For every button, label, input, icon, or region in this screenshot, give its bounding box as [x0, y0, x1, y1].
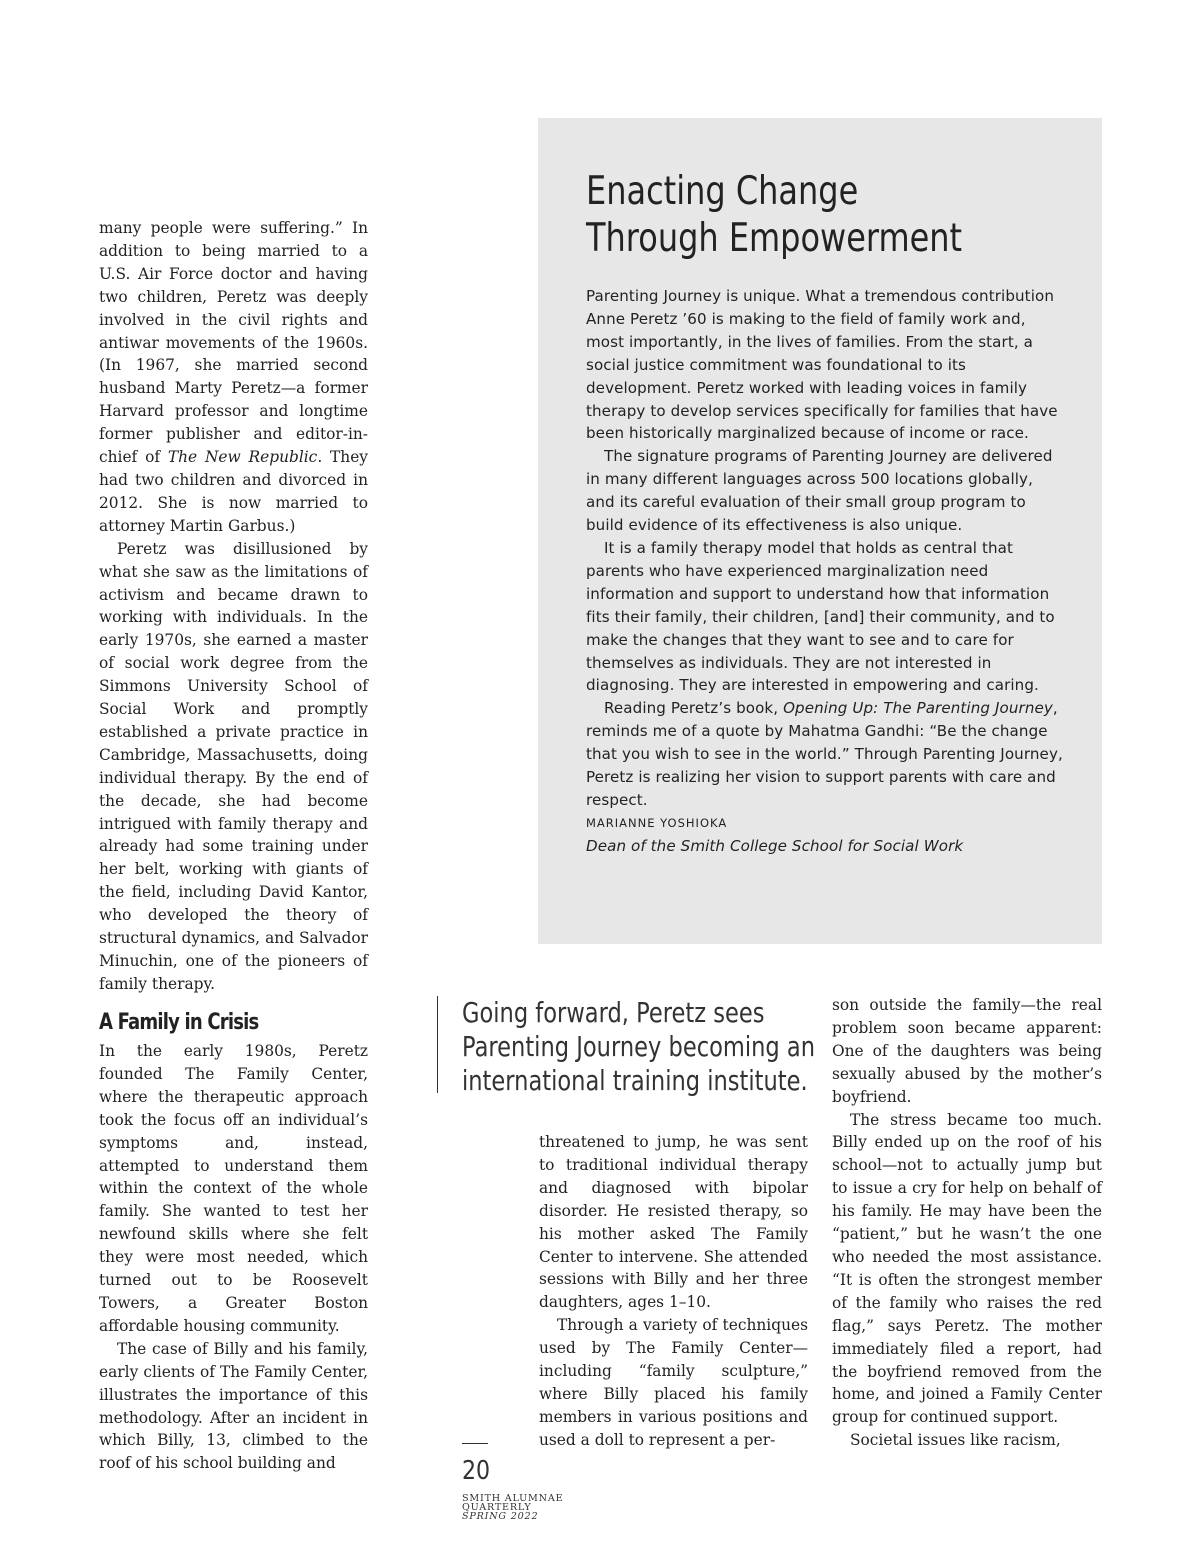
publication-name-line-2: QUARTERLY [462, 1502, 532, 1513]
section-subhead: A Family in Crisis [99, 1010, 259, 1035]
sidebar-box [538, 118, 1102, 944]
publication-footer [462, 1494, 563, 1521]
middle-column [539, 1131, 808, 1452]
page-number: 20 [462, 1456, 491, 1486]
publication-title: The New Republic [167, 448, 318, 467]
sidebar-paragraph-2: The signature programs of Parenting Journey are delivered in many different languages across 500 locations globally, and its careful evaluation of their small group program to build evidence of its effectiveness is also unique. [586, 447, 1053, 535]
sidebar-paragraph-4: Reading Peretz’s book, Opening Up: The Parenting Journey, reminds me of a quote by Mahatma Gandhi: “Be the change that you wish to see in the world.” Through Parenting Journey, Peretz is realizing her vision to support parents with care and respect. [586, 699, 1063, 809]
publication-name-line-1: SMITH ALUMNAE [462, 1493, 564, 1504]
right-paragraph-3: Societal issues like racism, [850, 1431, 1061, 1450]
sidebar-paragraph-1: Parenting Journey is unique. What a tremendous contribution Anne Peretz ’60 is making to the field of family work and, most importantly, in the lives of families. From the start, a social justice commitment was foundational to its development. Peretz worked with leading voices in family therapy to develop services specifically for families that have been historically marginalized because of income or race. [586, 287, 1058, 443]
middle-paragraph-2: Through a variety of techniques used by The Family Center—including “family sculpture,” where Billy placed his family members in various positions and used a doll to represent a per- [539, 1316, 808, 1449]
sidebar-author-title: Dean of the Smith College School for Social Work [586, 836, 964, 855]
book-title: Opening Up: The Parenting Journey [783, 699, 1053, 718]
right-column [832, 994, 1102, 1452]
folio-rule [462, 1443, 488, 1444]
middle-paragraph-1: threatened to jump, he was sent to traditional individual therapy and diagnosed with bipolar disorder. He resisted therapy, so his mother asked The Family Center to intervene. She attended sessions with Billy and her three daughters, ages 1–10. [539, 1133, 808, 1312]
issue-date: SPRING 2022 [462, 1511, 539, 1522]
left-column-lower [99, 1040, 368, 1475]
left-paragraph-1: many people were suffering.” In addition to being married to a U.S. Air Force doctor and having two children, Peretz was deeply involved in the civil rights and antiwar movements of the 1960s. (In 1967, she married second husband Marty Peretz—a former Harvard professor and longtime former publisher and editor-in-chief of The New Republic. They had two children and divorced in 2012. She is now married to attorney Martin Garbus.) [99, 219, 368, 535]
sidebar-paragraph-3: It is a family therapy model that holds as central that parents who have experienced marginalization need information and support to understand how that information fits their family, their children, [and] their community, and to make the changes that they want to see and to care for themselves as individuals. They are not interested in diagnosing. They are interested in empowering and caring. [586, 538, 1055, 695]
left-column-upper [99, 217, 368, 996]
pull-quote [437, 996, 832, 1097]
left-paragraph-2: Peretz was disillusioned by what she saw as the limitations of activism and became drawn to working with individuals. In the early 1970s, she earned a master of social work degree from the Simmons University School of Social Work and promptly established a private practice in Cambridge, Massachusetts, doing individual therapy. By the end of the decade, she had become intrigued with family therapy and already had some training under her belt, working with giants of the field, including David Kantor, who developed the theory of structural dynamics, and Salvador Minuchin, one of the pioneers of family therapy. [99, 539, 368, 993]
right-paragraph-2: The stress became too much. Billy ended up on the roof of his school—not to actually jump but to issue a cry for help on behalf of his family. He may have been the “patient,” but he wasn’t the one who needed the most assistance. “It is often the strongest member of the family who raises the red flag,” says Peretz. The mother immediately filed a report, had the boyfriend removed from the home, and joined a Family Center group for continued support. [832, 1110, 1102, 1427]
pull-quote-text: Going forward, Peretz sees Parenting Journey becoming an international training institute. [462, 997, 816, 1097]
right-paragraph-1: son outside the family—the real problem soon became apparent: One of the daughters was being sexually abused by the mother’s boyfriend. [832, 996, 1102, 1106]
sidebar-title: Enacting Change Through Empowerment [586, 169, 963, 261]
sidebar-author-name: MARIANNE YOSHIOKA [586, 815, 728, 830]
sidebar-body [586, 285, 1066, 858]
left-paragraph-4: The case of Billy and his family, early clients of The Family Center, illustrates the importance of this methodology. After an incident in which Billy, 13, climbed to the roof of his school building and [99, 1339, 368, 1473]
left-paragraph-3: In the early 1980s, Peretz founded The Family Center, where the therapeutic approach took the focus off an individual’s symptoms and, instead, attempted to understand them within the context of the whole family. She wanted to test her newfound skills where she felt they were most needed, which turned out to be Roosevelt Towers, a Greater Boston affordable housing community. [99, 1042, 368, 1335]
